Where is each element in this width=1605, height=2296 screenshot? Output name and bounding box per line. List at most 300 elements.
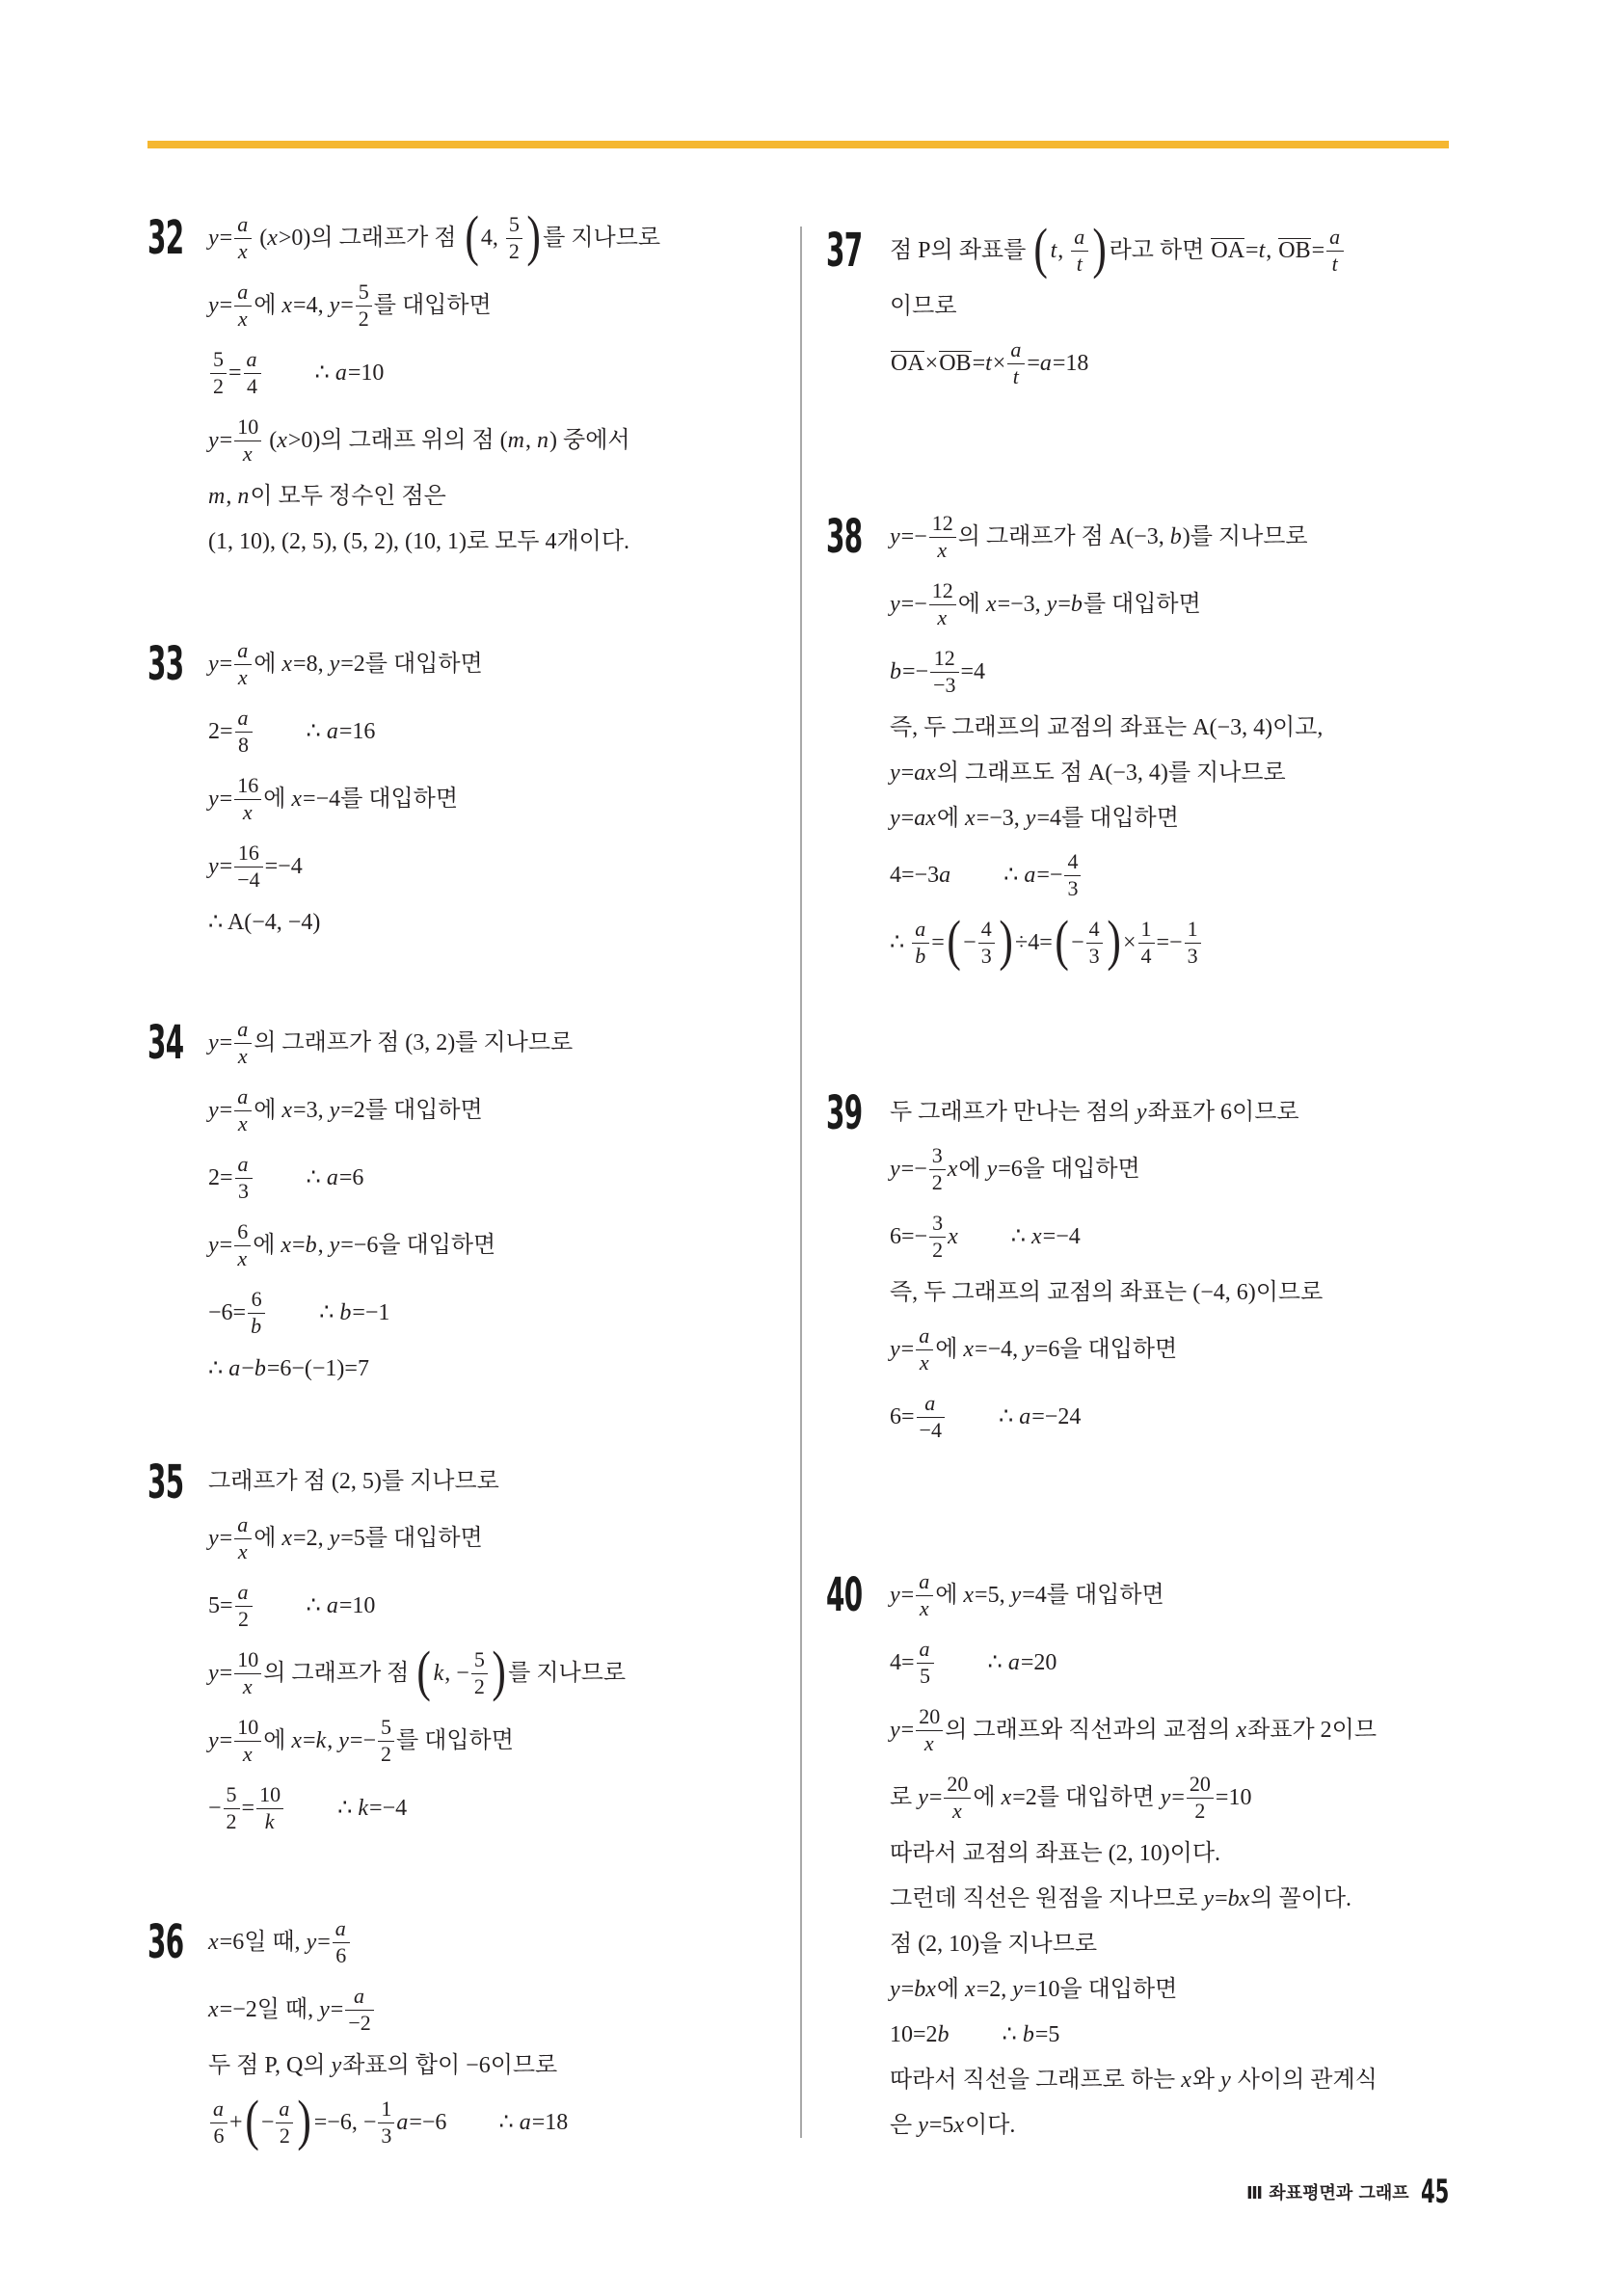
- fraction-numerator: [234, 638, 252, 663]
- math-text: 를 대입하면: [1083, 591, 1201, 617]
- fraction-denominator: [912, 943, 929, 969]
- math-text: =−6: [409, 2109, 447, 2135]
- math-text: −: [963, 929, 976, 955]
- math-text: ∴: [306, 1164, 327, 1190]
- variable: bx: [914, 1977, 936, 2003]
- fraction-denominator: [234, 441, 261, 467]
- math-text: 6: [237, 1219, 249, 1244]
- variable: x: [237, 238, 248, 263]
- math-text: 의 그래프가 점: [263, 1660, 415, 1686]
- fraction: [378, 2096, 394, 2149]
- math-text: =: [1171, 1784, 1185, 1810]
- variable: m: [208, 484, 226, 510]
- column-divider: [800, 227, 802, 2138]
- variable: t: [1050, 237, 1057, 263]
- fraction-denominator: [235, 732, 253, 758]
- math-text: 점 P의 좌표를: [890, 237, 1032, 263]
- variable: b: [339, 1299, 352, 1325]
- fraction-denominator: [234, 799, 261, 825]
- problem-36: [147, 1909, 568, 2156]
- fraction-numerator: [345, 1984, 373, 2009]
- math-text: +: [229, 2109, 243, 2135]
- variable: n: [237, 484, 250, 510]
- variable: a: [924, 1391, 936, 1416]
- math-text: =: [219, 853, 233, 879]
- math-text: 10=2: [890, 2022, 938, 2048]
- variable: x: [1001, 1784, 1012, 1810]
- math-text: =−4: [369, 1795, 408, 1821]
- math-text: 3: [381, 2122, 392, 2148]
- variable: x: [242, 799, 253, 824]
- solution-line: [890, 841, 1323, 909]
- fraction-numerator: [916, 1569, 933, 1594]
- fraction: [356, 280, 372, 332]
- fraction-numerator: [929, 578, 956, 603]
- variable: a: [246, 347, 257, 372]
- solution-line: [890, 1967, 1378, 2013]
- variable: y: [208, 1029, 219, 1055]
- variable: x: [937, 604, 948, 629]
- math-text: =: [931, 929, 945, 955]
- overline-segment: OA: [1211, 237, 1245, 263]
- math-text: 10: [237, 1647, 259, 1672]
- solution-body: [890, 217, 1346, 397]
- fraction: [506, 212, 522, 264]
- math-text: =−: [902, 658, 929, 684]
- math-text: 2: [213, 373, 224, 398]
- math-text: 10: [237, 414, 259, 440]
- variable: a: [237, 1017, 249, 1042]
- fraction: [929, 1211, 946, 1263]
- large-paren: (: [1033, 217, 1049, 280]
- fraction: [235, 1580, 253, 1632]
- fraction-numerator: [333, 1916, 350, 1941]
- fraction-denominator: [256, 1808, 283, 1834]
- fraction-numerator: [1187, 1772, 1214, 1797]
- variable: x: [281, 651, 293, 677]
- variable: x: [1031, 1223, 1042, 1249]
- solution-line: [890, 796, 1323, 841]
- variable: y: [890, 806, 900, 832]
- fraction: [378, 1715, 394, 1767]
- math-text: =: [219, 1029, 233, 1055]
- fraction-denominator: [929, 1237, 946, 1263]
- fraction-numerator: [234, 1647, 261, 1672]
- math-text: ,: [525, 427, 538, 453]
- solution-line: [208, 1505, 626, 1572]
- fraction: [234, 638, 252, 690]
- math-text: −: [241, 1356, 254, 1382]
- fraction-numerator: [916, 1704, 943, 1729]
- fraction-denominator: [210, 2122, 227, 2149]
- variable: y: [208, 651, 219, 677]
- variable: a: [237, 212, 249, 237]
- variable: a: [228, 1356, 241, 1382]
- fraction-numerator: [244, 347, 261, 372]
- variable: a: [326, 718, 338, 744]
- math-text: 은: [890, 2113, 919, 2139]
- variable: a: [396, 2109, 409, 2135]
- math-text: 에: [958, 1156, 987, 1182]
- math-text: 이다.: [965, 2113, 1016, 2139]
- variable: x: [1181, 2068, 1191, 2094]
- math-text: =6−(−1)=7: [266, 1356, 369, 1382]
- fraction-denominator: [234, 238, 252, 264]
- variable: x: [242, 1673, 253, 1698]
- math-text: =−: [1036, 862, 1063, 888]
- math-text: =2를 대입하면: [1012, 1784, 1161, 1810]
- fraction: [235, 1152, 253, 1204]
- fraction-denominator: [248, 1313, 265, 1339]
- variable: a: [237, 280, 249, 305]
- problem-number: 35: [147, 1455, 184, 1509]
- problem-number: 37: [826, 224, 863, 278]
- variable: x: [947, 1156, 958, 1182]
- math-text: =5를 대입하면: [340, 1525, 483, 1551]
- math-text: 5: [213, 347, 224, 372]
- math-text: =: [219, 292, 233, 318]
- large-paren: ): [297, 2089, 312, 2151]
- fraction-numerator: [210, 2096, 227, 2122]
- variable: a: [279, 2096, 290, 2122]
- math-text: =: [219, 225, 233, 251]
- fraction: [978, 917, 995, 969]
- solution-line: [208, 630, 483, 698]
- solution-body: [890, 1090, 1323, 1451]
- solution-body: [208, 630, 483, 946]
- solution-line: [890, 284, 1346, 330]
- variable: x: [208, 1996, 219, 2022]
- variable: a: [1074, 225, 1085, 250]
- math-text: =−: [900, 523, 927, 549]
- fraction: [917, 1391, 945, 1443]
- math-text: 6: [251, 1287, 262, 1312]
- fraction: [929, 511, 956, 563]
- math-text: =: [219, 427, 233, 453]
- fraction: [234, 280, 252, 332]
- overline-segment: OA: [891, 350, 924, 376]
- math-text: ∴: [987, 1649, 1008, 1675]
- math-text: =: [1311, 237, 1325, 263]
- variable: a: [915, 917, 926, 942]
- problem-33: [147, 630, 483, 946]
- math-text: =10: [338, 1592, 376, 1618]
- problem-number-box: [147, 630, 208, 698]
- math-text: =−24: [1031, 1403, 1082, 1429]
- fraction: [235, 706, 253, 758]
- problem-number: 39: [826, 1085, 863, 1140]
- fraction-denominator: [929, 537, 956, 563]
- math-text: 1: [381, 2096, 392, 2122]
- fraction-denominator: [378, 1741, 394, 1767]
- fraction: [234, 1512, 252, 1564]
- math-text: (: [263, 427, 278, 453]
- math-text: 1: [1140, 917, 1152, 942]
- fraction: [944, 1772, 971, 1824]
- math-text: ,: [327, 1727, 339, 1753]
- math-text: 에: [973, 1784, 1002, 1810]
- fraction: [210, 2096, 227, 2149]
- variable: a: [334, 360, 347, 386]
- fraction-denominator: [917, 1417, 945, 1443]
- math-text: =2,: [293, 1525, 330, 1551]
- fraction-denominator: [345, 2010, 373, 2036]
- math-text: ÷4=: [1015, 929, 1053, 955]
- math-text: =: [219, 1660, 233, 1686]
- large-paren: (: [947, 909, 961, 972]
- math-text: ∴: [498, 2109, 520, 2135]
- math-text: =−6, −: [313, 2109, 377, 2135]
- fraction-numerator: [1007, 337, 1025, 362]
- variable: y: [208, 1097, 219, 1123]
- math-text: =5,: [975, 1582, 1011, 1608]
- solution-line: [208, 1077, 573, 1144]
- solution-line: [208, 339, 660, 407]
- variable: y: [890, 1717, 900, 1743]
- variable: x: [237, 664, 248, 689]
- math-text: ×: [1122, 929, 1137, 955]
- fraction-numerator: [917, 1637, 934, 1662]
- math-text: 2: [931, 1169, 943, 1194]
- math-text: 10: [237, 1715, 259, 1740]
- fraction: [1007, 337, 1025, 389]
- math-text: =5: [928, 2113, 954, 2139]
- math-text: ∴: [998, 1403, 1020, 1429]
- math-text: 6: [213, 2122, 225, 2148]
- large-paren: (: [244, 2089, 259, 2151]
- math-text: 5: [473, 1647, 485, 1672]
- variable: x: [963, 1582, 975, 1608]
- math-text: =−4: [264, 853, 303, 879]
- fraction-numerator: [224, 1782, 240, 1807]
- fraction-numerator: [944, 1772, 971, 1797]
- fraction-numerator: [471, 1647, 488, 1672]
- fraction-denominator: [244, 373, 261, 399]
- fraction: [1086, 917, 1103, 969]
- math-text: 좌표가 2이므: [1247, 1717, 1377, 1743]
- math-text: =−4,: [975, 1336, 1025, 1362]
- fraction: [1326, 225, 1344, 277]
- solution-body: [890, 1562, 1378, 2149]
- math-text: 4: [1067, 849, 1079, 874]
- math-text: 5: [358, 280, 369, 305]
- math-text: =: [241, 1795, 255, 1821]
- math-text: =−4를 대입하면: [303, 786, 459, 812]
- math-text: =: [228, 360, 242, 386]
- problem-number-box: [147, 1009, 208, 1077]
- variable: y: [208, 1660, 219, 1686]
- math-text: ,: [1266, 237, 1278, 263]
- variable: x: [965, 1977, 976, 2003]
- fraction-numerator: [916, 1323, 933, 1348]
- problem-32: [147, 204, 660, 565]
- fraction-numerator: [248, 1287, 265, 1312]
- math-text: =: [1027, 350, 1040, 376]
- fraction: [234, 1219, 251, 1271]
- fraction: [234, 1715, 261, 1767]
- fraction-denominator: [234, 664, 252, 690]
- variable: x: [1236, 1717, 1247, 1743]
- fraction-denominator: [1185, 943, 1201, 969]
- fraction-numerator: [210, 347, 227, 372]
- variable: b: [1070, 591, 1083, 617]
- fraction-denominator: [234, 867, 262, 893]
- problem-40: [826, 1562, 1378, 2149]
- math-text: =: [219, 1232, 233, 1258]
- variable: y: [338, 1727, 349, 1753]
- fraction: [1185, 917, 1201, 969]
- math-text: 에: [936, 1977, 966, 2003]
- math-text: 를 지나므로: [543, 225, 661, 251]
- fraction-numerator: [1086, 917, 1103, 942]
- math-text: 의 그래프가 점 (3, 2)를 지나므로: [254, 1029, 574, 1055]
- math-text: 5: [508, 212, 520, 237]
- variable: a: [237, 1084, 249, 1109]
- fraction-numerator: [978, 917, 995, 942]
- variable: x: [237, 1538, 248, 1563]
- math-text: 20: [1189, 1772, 1211, 1797]
- variable: x: [281, 1232, 292, 1258]
- variable: y: [890, 591, 900, 617]
- variable: y: [918, 1784, 928, 1810]
- math-text: 를 대입하면: [395, 1727, 514, 1753]
- math-text: =4: [960, 658, 986, 684]
- math-text: 에: [263, 1727, 292, 1753]
- fraction-denominator: [234, 1110, 252, 1136]
- math-text: 3: [932, 1211, 944, 1236]
- solution-line: [890, 2058, 1378, 2103]
- variable: x: [985, 591, 997, 617]
- math-text: =: [219, 1097, 233, 1123]
- fraction-numerator: [356, 280, 372, 305]
- fraction: [234, 212, 252, 264]
- variable: x: [237, 1245, 248, 1270]
- variable: ax: [914, 806, 936, 832]
- fraction-numerator: [1138, 917, 1155, 942]
- fraction-denominator: [930, 672, 958, 698]
- variable: y: [329, 292, 340, 318]
- variable: x: [923, 1730, 934, 1755]
- math-text: =: [900, 1582, 915, 1608]
- problem-number-box: [147, 204, 208, 272]
- fraction: [244, 347, 261, 399]
- solution-line: [208, 407, 660, 474]
- math-text: 8: [238, 732, 250, 757]
- solution-line: [208, 1909, 568, 1976]
- fraction-denominator: [276, 2122, 293, 2149]
- fraction: [1064, 849, 1081, 901]
- variable: a: [237, 1512, 249, 1537]
- variable: a: [237, 1580, 249, 1605]
- solution-line: [208, 1640, 626, 1707]
- math-text: 라고 하면: [1109, 237, 1211, 263]
- fraction-numerator: [1326, 225, 1344, 250]
- variable: b: [937, 2022, 950, 2048]
- math-text: 12: [931, 578, 953, 603]
- solution-line: [208, 272, 660, 339]
- solution-body: [208, 1909, 568, 2156]
- fraction: [345, 1984, 373, 2036]
- variable: y: [1220, 2068, 1231, 2094]
- fraction-numerator: [234, 1219, 251, 1244]
- math-text: 에: [957, 591, 986, 617]
- variable: y: [329, 1232, 340, 1258]
- solution-line: [890, 706, 1323, 751]
- math-text: 의 그래프도 점 A(−3, 4)를 지나므로: [936, 761, 1286, 787]
- variable: y: [208, 1525, 219, 1551]
- math-text: =3,: [293, 1097, 330, 1123]
- math-text: =: [340, 292, 354, 318]
- problem-number-box: [147, 1455, 208, 1509]
- math-text: =2를 대입하면: [340, 1097, 483, 1123]
- variable: y: [890, 1977, 900, 2003]
- math-text: −: [208, 1795, 222, 1821]
- fraction-denominator: [234, 1538, 252, 1564]
- variable: a: [1024, 862, 1036, 888]
- variable: y: [918, 2113, 928, 2139]
- math-text: 에: [935, 1582, 964, 1608]
- solution-body: [208, 204, 660, 565]
- fraction-numerator: [378, 2096, 394, 2122]
- fraction-denominator: [944, 1798, 971, 1824]
- math-text: (: [254, 225, 268, 251]
- math-text: 4=: [890, 1649, 915, 1675]
- math-text: 2: [226, 1808, 237, 1833]
- fraction: [224, 1782, 240, 1834]
- variable: t: [1076, 251, 1083, 276]
- math-text: =−2일 때,: [219, 1996, 320, 2022]
- solution-line: [890, 1877, 1378, 1922]
- solution-line: [890, 1135, 1323, 1203]
- math-text: 두 점 P, Q의: [208, 2053, 332, 2079]
- math-text: 좌표가 6이므로: [1147, 1100, 1299, 1126]
- solution-line: [890, 1764, 1378, 1831]
- variable: y: [319, 1996, 330, 2022]
- variable: x: [919, 1595, 929, 1620]
- variable: y: [306, 1929, 317, 1955]
- variable: x: [948, 1223, 958, 1249]
- math-text: 2: [1194, 1798, 1206, 1823]
- variable: a: [1010, 337, 1022, 362]
- variable: a: [919, 1323, 930, 1348]
- variable: k: [264, 1808, 275, 1833]
- math-text: =−3,: [997, 591, 1047, 617]
- solution-line: [890, 571, 1323, 638]
- math-text: =4를 대입하면: [1022, 1582, 1164, 1608]
- problem-number-box: [826, 1562, 890, 1629]
- math-text: 즉, 두 그래프의 교점의 좌표는 A(−3, 4)이고,: [890, 715, 1324, 741]
- math-text: =4,: [293, 292, 330, 318]
- math-text: 6: [335, 1942, 347, 1967]
- variable: y: [1160, 1784, 1171, 1810]
- fraction: [234, 773, 261, 825]
- math-text: =−3,: [976, 806, 1026, 832]
- fraction-numerator: [506, 212, 522, 237]
- math-text: 3: [238, 1178, 250, 1203]
- math-text: =−6을 대입하면: [340, 1232, 496, 1258]
- fraction-numerator: [256, 1782, 283, 1807]
- variable: a: [519, 2109, 531, 2135]
- solution-body: [208, 1459, 626, 1842]
- variable: t: [1331, 251, 1338, 276]
- solution-line: [890, 1316, 1323, 1383]
- math-text: =−4: [1042, 1223, 1081, 1249]
- solution-line: [890, 1270, 1323, 1316]
- math-text: =10: [1215, 1784, 1252, 1810]
- variable: a: [326, 1164, 338, 1190]
- math-text: 즉, 두 그래프의 교점의 좌표는 (−4, 6)이므로: [890, 1280, 1324, 1306]
- fraction-denominator: [378, 2122, 394, 2149]
